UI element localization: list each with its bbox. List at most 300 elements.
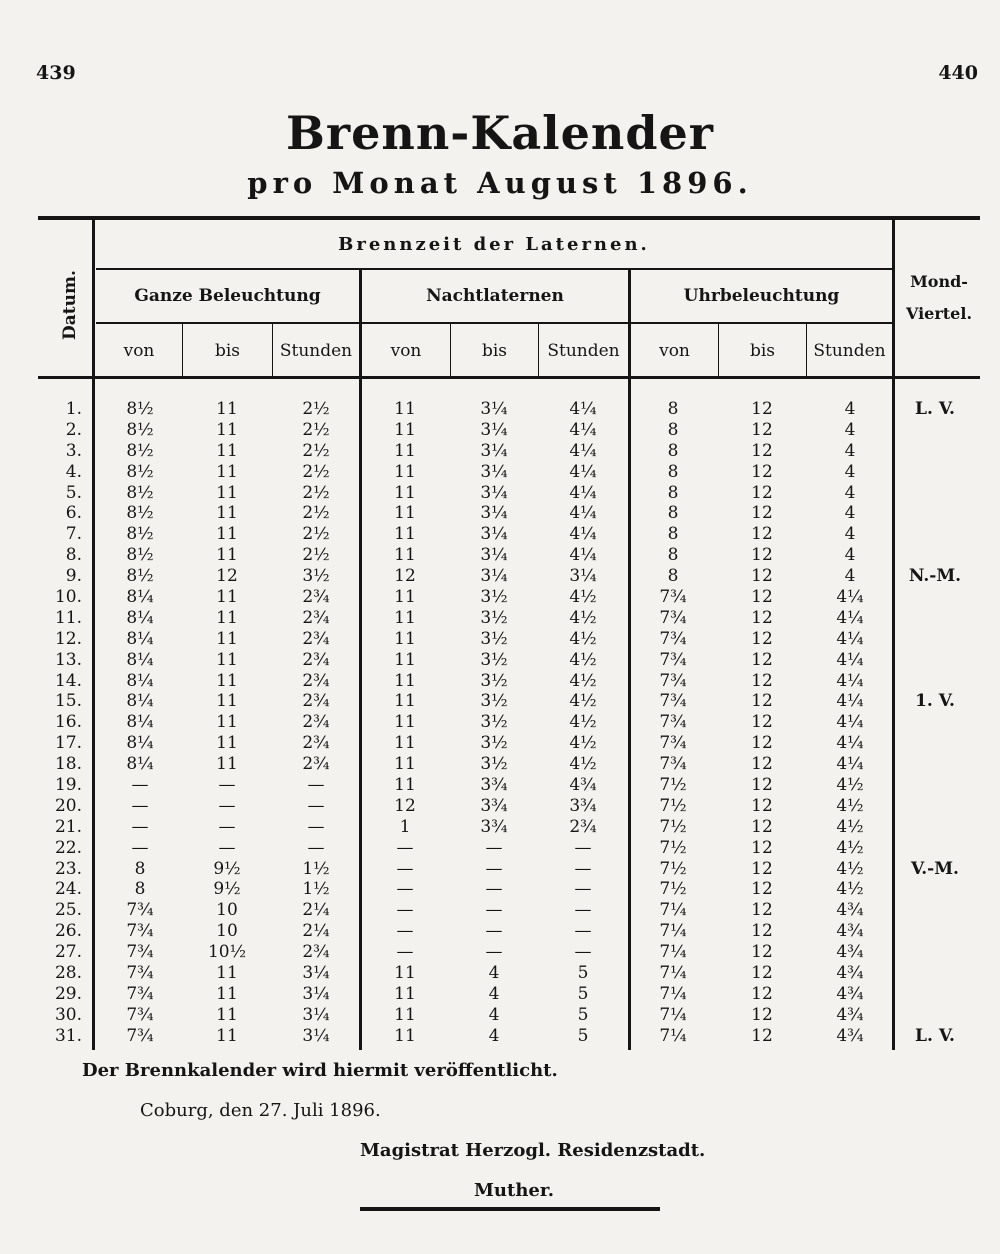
table-cell: 7¾ — [659, 649, 687, 670]
page-title: Brenn-Kalender — [286, 106, 714, 160]
table-row — [40, 462, 970, 483]
table-cell: 4½ — [569, 670, 597, 691]
table-cell: 10. — [54, 587, 82, 608]
table-cell: 3½ — [480, 607, 508, 628]
table-cell: 8½ — [126, 399, 154, 419]
group-header-ganze: Ganze Beleuchtung — [134, 286, 321, 306]
table-cell: 11 — [394, 399, 416, 419]
table-cell: 2¾ — [302, 754, 330, 775]
table-cell: 7¼ — [659, 900, 687, 921]
table-cell: 13. — [54, 649, 82, 670]
table-cell: 4¾ — [836, 921, 864, 942]
table-row — [40, 503, 970, 524]
table-cell: — — [485, 879, 503, 900]
table-cell: 11 — [394, 775, 416, 796]
table-cell: 4 — [844, 399, 856, 419]
table-cell: 5 — [577, 983, 589, 1004]
table-cell: 7¾ — [659, 733, 687, 754]
table-cell: — — [307, 795, 325, 816]
table-cell: 7¼ — [659, 942, 687, 963]
table-cell: 8½ — [126, 545, 154, 566]
table-cell: L. V. — [915, 399, 955, 419]
table-cell: 2¾ — [302, 628, 330, 649]
table-row — [40, 1026, 970, 1047]
page-number-left: 439 — [36, 62, 76, 84]
table-cell: 11 — [394, 670, 416, 691]
table-row — [40, 879, 970, 900]
table-cell: 4¼ — [836, 754, 864, 775]
table-cell: 11 — [216, 733, 238, 754]
table-cell: 8¼ — [126, 628, 154, 649]
table-cell: 7½ — [659, 837, 687, 858]
table-cell: 11 — [216, 649, 238, 670]
table-cell: 2. — [65, 419, 82, 440]
table-cell: 3¼ — [480, 503, 508, 524]
table-cell: 12 — [751, 837, 773, 858]
table-cell: 4 — [488, 963, 500, 984]
table-cell: 4¼ — [836, 628, 864, 649]
table-row — [40, 796, 970, 817]
table-top-rule — [38, 216, 980, 220]
table-cell: 2¾ — [302, 587, 330, 608]
table-cell: 4 — [844, 503, 856, 524]
table-cell: 11 — [394, 649, 416, 670]
table-cell: 8½ — [126, 524, 154, 545]
table-cell: 11 — [216, 963, 238, 984]
table-cell: 11 — [216, 754, 238, 775]
table-cell: 20. — [54, 795, 82, 816]
table-cell: 12 — [751, 879, 773, 900]
table-cell: 8 — [667, 524, 679, 545]
table-cell: 11 — [394, 733, 416, 754]
table-cell: 4¼ — [836, 691, 864, 712]
table-cell: — — [396, 942, 414, 963]
table-cell: 4¼ — [569, 524, 597, 545]
table-cell: 4 — [844, 440, 856, 461]
table-cell: 12 — [751, 712, 773, 733]
page-subtitle: pro Monat August 1896. — [247, 166, 753, 200]
table-cell: 7¾ — [126, 942, 154, 963]
table-cell: 8 — [667, 440, 679, 461]
table-cell: 3¼ — [302, 1025, 330, 1046]
table-cell: 11 — [394, 440, 416, 461]
header-bottom-rule — [38, 376, 980, 379]
table-cell: — — [574, 879, 592, 900]
table-cell: 11 — [394, 754, 416, 775]
table-cell: 1. V. — [915, 691, 955, 712]
table-cell: 2¾ — [302, 712, 330, 733]
table-cell: 22. — [54, 837, 82, 858]
table-cell: 11 — [216, 524, 238, 545]
table-cell: 11 — [394, 482, 416, 503]
table-cell: 7¾ — [659, 670, 687, 691]
table-cell: — — [485, 942, 503, 963]
table-cell: 8½ — [126, 482, 154, 503]
table-cell: 15. — [54, 691, 82, 712]
table-cell: 8 — [667, 503, 679, 524]
table-cell: 4¼ — [569, 399, 597, 419]
table-cell: 12 — [394, 795, 416, 816]
table-cell: 12 — [751, 816, 773, 837]
table-cell: — — [131, 837, 149, 858]
table-cell: 4½ — [836, 858, 864, 879]
table-cell: — — [485, 837, 503, 858]
table-cell: 3¼ — [480, 440, 508, 461]
table-cell: 12 — [751, 440, 773, 461]
table-cell: 11 — [216, 587, 238, 608]
table-cell: 2¾ — [302, 942, 330, 963]
table-cell: 10½ — [207, 942, 247, 963]
table-cell: 12 — [751, 461, 773, 482]
table-cell: 2½ — [302, 399, 330, 419]
table-cell: — — [396, 900, 414, 921]
table-cell: 11 — [394, 503, 416, 524]
table-cell: 1½ — [302, 879, 330, 900]
table-cell: 11 — [394, 587, 416, 608]
table-cell: 8¼ — [126, 733, 154, 754]
table-cell: 25. — [54, 900, 82, 921]
table-cell: 2½ — [302, 482, 330, 503]
table-cell: — — [218, 795, 236, 816]
page-number-right: 440 — [938, 62, 978, 84]
table-cell: 4½ — [569, 587, 597, 608]
table-cell: 7. — [65, 524, 82, 545]
table-cell: 8½ — [126, 503, 154, 524]
table-cell: 7¾ — [126, 963, 154, 984]
table-cell: — — [396, 858, 414, 879]
subheader-bis-3: bis — [749, 341, 776, 361]
table-cell: — — [574, 942, 592, 963]
subheader-stunden-2: Stunden — [547, 341, 620, 361]
table-cell: 11 — [394, 419, 416, 440]
table-cell: 7¼ — [659, 983, 687, 1004]
table-cell: — — [485, 921, 503, 942]
table-cell: — — [218, 775, 236, 796]
table-row — [40, 691, 970, 712]
table-cell: 11 — [216, 691, 238, 712]
table-cell: 12. — [54, 628, 82, 649]
table-cell: 12 — [751, 795, 773, 816]
header-mond-line1: Mond- — [910, 272, 968, 291]
table-cell: 12 — [751, 524, 773, 545]
footer-authority: Magistrat Herzogl. Residenzstadt. — [360, 1140, 706, 1161]
table-cell: 8 — [134, 879, 146, 900]
table-cell: 12 — [751, 399, 773, 419]
table-cell: 8¼ — [126, 670, 154, 691]
table-cell: 12 — [751, 983, 773, 1004]
table-cell: 5 — [577, 1004, 589, 1025]
table-row — [40, 712, 970, 733]
table-cell: 8¼ — [126, 754, 154, 775]
table-cell: 7½ — [659, 879, 687, 900]
table-cell: 23. — [54, 858, 82, 879]
table-cell: — — [218, 816, 236, 837]
table-cell: 16. — [54, 712, 82, 733]
table-cell: 7¼ — [659, 921, 687, 942]
table-cell: 3¼ — [302, 983, 330, 1004]
table-cell: 4¼ — [836, 649, 864, 670]
table-cell: L. V. — [915, 1025, 955, 1046]
table-row — [40, 900, 970, 921]
table-cell: 4¼ — [569, 461, 597, 482]
table-cell: 11 — [216, 983, 238, 1004]
table-row — [40, 921, 970, 942]
table-cell: 4 — [844, 482, 856, 503]
table-row — [40, 733, 970, 754]
table-cell: 7¾ — [659, 607, 687, 628]
table-cell: 7¾ — [126, 1004, 154, 1025]
table-cell: 1. — [65, 399, 82, 419]
table-cell: — — [574, 900, 592, 921]
table-row — [40, 587, 970, 608]
table-cell: 3. — [65, 440, 82, 461]
table-cell: 4¾ — [836, 1004, 864, 1025]
table-cell: 4¾ — [569, 775, 597, 796]
table-cell: 8 — [667, 545, 679, 566]
table-cell: 3¼ — [302, 963, 330, 984]
table-cell: 4¼ — [836, 670, 864, 691]
table-cell: 11 — [394, 691, 416, 712]
table-cell: 2½ — [302, 545, 330, 566]
table-cell: — — [131, 816, 149, 837]
table-cell: 8 — [134, 858, 146, 879]
header-datum: Datum. — [60, 270, 80, 340]
table-cell: 4½ — [836, 795, 864, 816]
table-cell: 3½ — [480, 733, 508, 754]
table-cell: 9½ — [213, 879, 241, 900]
table-cell: 12 — [751, 1025, 773, 1046]
table-cell: 11 — [216, 419, 238, 440]
table-cell: 2½ — [302, 440, 330, 461]
table-cell: 14. — [54, 670, 82, 691]
table-cell: 7¾ — [659, 628, 687, 649]
table-cell: 3½ — [480, 712, 508, 733]
table-row — [40, 608, 970, 629]
table-cell: 7¼ — [659, 1025, 687, 1046]
table-cell: 12 — [751, 691, 773, 712]
table-cell: 11 — [394, 607, 416, 628]
table-cell: 7¾ — [659, 691, 687, 712]
table-cell: 7¾ — [659, 754, 687, 775]
table-cell: — — [131, 775, 149, 796]
table-cell: 3¼ — [480, 419, 508, 440]
table-cell: 12 — [394, 566, 416, 587]
table-cell: 11 — [216, 545, 238, 566]
table-cell: 12 — [751, 963, 773, 984]
table-cell: 4. — [65, 461, 82, 482]
table-body — [40, 399, 970, 1047]
table-cell: 3½ — [480, 754, 508, 775]
table-cell: 12 — [751, 587, 773, 608]
table-cell: 4½ — [836, 837, 864, 858]
table-cell: 12 — [751, 503, 773, 524]
table-cell: 26. — [54, 921, 82, 942]
table-cell: N.-M. — [908, 566, 962, 587]
table-cell: 2½ — [302, 503, 330, 524]
table-cell: 11 — [216, 628, 238, 649]
table-cell: 4¾ — [836, 983, 864, 1004]
table-cell: 3¾ — [480, 816, 508, 837]
table-cell: 11 — [216, 482, 238, 503]
table-cell: 4½ — [569, 628, 597, 649]
table-cell: — — [485, 858, 503, 879]
table-cell: 27. — [54, 942, 82, 963]
table-cell: 4¼ — [569, 503, 597, 524]
table-row — [40, 963, 970, 984]
table-cell: 8 — [667, 482, 679, 503]
table-cell: 7¾ — [126, 900, 154, 921]
table-cell: 18. — [54, 754, 82, 775]
table-cell: 12 — [751, 628, 773, 649]
table-cell: 11 — [216, 1025, 238, 1046]
table-row — [40, 817, 970, 838]
table-row — [40, 629, 970, 650]
footer-signature: Muther. — [474, 1180, 554, 1201]
table-cell: 12 — [751, 754, 773, 775]
table-cell: 4½ — [569, 649, 597, 670]
table-row — [40, 650, 970, 671]
table-cell: 12 — [751, 545, 773, 566]
table-cell: 30. — [54, 1004, 82, 1025]
subheader-von-1: von — [123, 341, 155, 361]
table-cell: 8½ — [126, 440, 154, 461]
table-cell: 31. — [54, 1025, 82, 1046]
table-cell: 8½ — [126, 566, 154, 587]
table-cell: 4½ — [569, 754, 597, 775]
table-cell: 12 — [751, 649, 773, 670]
table-cell: — — [396, 879, 414, 900]
table-cell: — — [131, 795, 149, 816]
table-cell: 11 — [394, 524, 416, 545]
table-row — [40, 838, 970, 859]
table-cell: — — [307, 775, 325, 796]
table-cell: 4½ — [836, 775, 864, 796]
table-row — [40, 483, 970, 504]
table-cell: 3¼ — [480, 566, 508, 587]
table-row — [40, 420, 970, 441]
table-cell: — — [218, 837, 236, 858]
table-cell: 4¾ — [836, 963, 864, 984]
table-cell: 4¼ — [836, 712, 864, 733]
table-cell: 4¾ — [836, 900, 864, 921]
table-cell: 12 — [751, 921, 773, 942]
table-cell: 4 — [488, 1025, 500, 1046]
table-cell: — — [396, 837, 414, 858]
table-cell: 3¼ — [480, 399, 508, 419]
table-cell: 4¼ — [836, 587, 864, 608]
footer-date: Coburg, den 27. Juli 1896. — [140, 1100, 381, 1121]
table-cell: 11 — [216, 607, 238, 628]
table-cell: 8 — [667, 566, 679, 587]
table-cell: 11 — [216, 503, 238, 524]
table-cell: 4½ — [569, 691, 597, 712]
table-cell: 2¾ — [302, 649, 330, 670]
table-cell: 7¾ — [126, 983, 154, 1004]
table-cell: 3¾ — [569, 795, 597, 816]
table-cell: 12 — [751, 733, 773, 754]
table-cell: 7½ — [659, 775, 687, 796]
table-cell: 3½ — [302, 566, 330, 587]
subheader-stunden-3: Stunden — [813, 341, 886, 361]
table-cell: 3¼ — [480, 545, 508, 566]
table-cell: 2¾ — [302, 691, 330, 712]
table-cell: 11. — [54, 607, 82, 628]
table-cell: 12 — [751, 419, 773, 440]
table-cell: 4¼ — [836, 607, 864, 628]
header-brennzeit: Brennzeit der Laternen. — [338, 234, 650, 255]
table-row — [40, 859, 970, 880]
table-cell: 10 — [216, 921, 238, 942]
header-rule-2 — [96, 322, 892, 324]
table-cell: 12 — [751, 942, 773, 963]
table-cell: 4 — [844, 461, 856, 482]
table-cell: 7¼ — [659, 1004, 687, 1025]
table-cell: 1 — [399, 816, 411, 837]
table-cell: 12 — [216, 566, 238, 587]
table-cell: 12 — [751, 482, 773, 503]
table-cell: 2¼ — [302, 900, 330, 921]
table-cell: 3¼ — [480, 461, 508, 482]
subheader-von-2: von — [390, 341, 422, 361]
table-cell: 12 — [751, 775, 773, 796]
table-cell: 4¼ — [569, 545, 597, 566]
table-cell: 10 — [216, 900, 238, 921]
table-cell: V.-M. — [911, 858, 959, 879]
table-cell: 11 — [394, 1004, 416, 1025]
table-cell: 7¾ — [659, 712, 687, 733]
table-cell: 8¼ — [126, 712, 154, 733]
table-row — [40, 399, 970, 420]
group-header-uhr: Uhrbeleuchtung — [683, 286, 840, 306]
table-cell: 11 — [394, 963, 416, 984]
table-cell: 11 — [394, 461, 416, 482]
table-cell: 3½ — [480, 649, 508, 670]
table-cell: — — [396, 921, 414, 942]
table-cell: 3¼ — [569, 566, 597, 587]
table-cell: 11 — [394, 545, 416, 566]
table-cell: 8½ — [126, 419, 154, 440]
table-cell: 4 — [844, 545, 856, 566]
table-cell: 12 — [751, 607, 773, 628]
table-cell: 4¼ — [569, 482, 597, 503]
table-cell: 4½ — [836, 879, 864, 900]
table-row — [40, 441, 970, 462]
table-cell: 3¼ — [480, 524, 508, 545]
table-row — [40, 566, 970, 587]
table-row — [40, 524, 970, 545]
table-cell: 2½ — [302, 524, 330, 545]
table-row — [40, 671, 970, 692]
table-cell: 4½ — [836, 816, 864, 837]
table-cell: 8½ — [126, 461, 154, 482]
table-cell: 12 — [751, 900, 773, 921]
table-cell: 8¼ — [126, 649, 154, 670]
table-row — [40, 984, 970, 1005]
table-cell: — — [307, 837, 325, 858]
table-cell: 21. — [54, 816, 82, 837]
table-cell: — — [574, 837, 592, 858]
table-cell: 29. — [54, 983, 82, 1004]
table-cell: 3½ — [480, 691, 508, 712]
table-cell: 4¼ — [569, 419, 597, 440]
table-cell: 7¾ — [659, 587, 687, 608]
table-cell: 12 — [751, 1004, 773, 1025]
table-cell: 7½ — [659, 795, 687, 816]
table-cell: 12 — [751, 566, 773, 587]
table-cell: 11 — [216, 399, 238, 419]
table-cell: 4 — [844, 524, 856, 545]
table-cell: 11 — [394, 983, 416, 1004]
